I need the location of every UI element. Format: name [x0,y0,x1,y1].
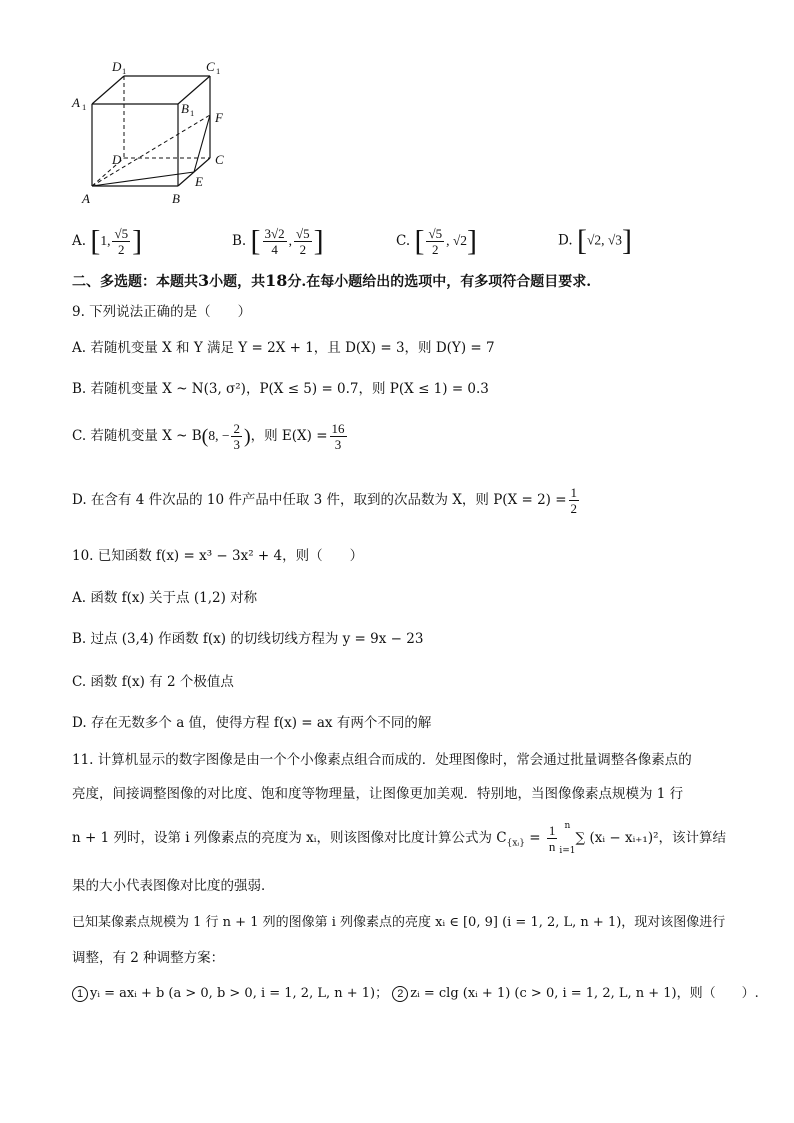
q11-line2: 亮度，间接调整图像的对比度、饱和度等物理量，让图像更加美观．特别地，当图像像素点规模为 1 行 [72,786,684,802]
prev-option-c: C. [ $\frac{√5}{2}$ , √2] [396,224,477,258]
label-C1: C [206,59,215,74]
svg-text:1: 1 [190,108,195,118]
q9-option-a: A. 若随机变量 X 和 Y 满足 Y = 2X + 1，且 D(X) = 3，则 D(Y) = 7 [72,340,495,356]
svg-text:1: 1 [122,66,127,76]
prev-option-b: B. [ $\frac{3√2}{4}$ , $\frac{√5}{2}$ ] [232,224,324,258]
prev-option-d: D. [√2, √3] [558,224,633,257]
svg-text:1: 1 [216,66,221,76]
label-D: D [112,152,122,167]
q9-option-d: D. 在含有 4 件次品的 10 件产品中任取 3 件，取到的次品数为 X，则 P(X = 2) = $\frac{1}{2}$ [72,485,578,516]
prev-option-a: A. [1, $\frac{√5}{2}$ ] [72,224,143,258]
circled-number-2: 2 [392,986,408,1002]
q11-line1: 11. 计算机显示的数字图像是由一个个小像素点组合而成的．处理图像时，常会通过批量调整各像素点的 [72,752,692,768]
label-A: A [82,191,90,206]
q10-option-a: A. 函数 f(x) 关于点 (1,2) 对称 [72,590,258,606]
label-E: E [195,174,203,189]
circled-number-1: 1 [72,986,88,1002]
q10-option-b: B. 过点 (3,4) 作函数 f(x) 的切线切线方程为 y = 9x − 23 [72,631,424,647]
label-C: C [215,152,224,167]
q9-option-c: C. 若随机变量 X ~ B(8, − $\frac{2}{3}$ )，则 E(X) = $\frac{16}{3}$ [72,421,345,452]
q9-stem: 9. 下列说法正确的是（ ） [72,304,252,320]
label-F: F [215,110,223,125]
label-B: B [172,191,180,206]
q10-stem: 10. 已知函数 f(x) = x³ − 3x² + 4，则（ ） [72,548,364,564]
q10-option-c: C. 函数 f(x) 有 2 个极值点 [72,674,234,690]
label-A1: A [72,95,80,110]
label-D1: D [112,59,122,74]
q10-option-d: D. 存在无数多个 a 值，使得方程 f(x) = ax 有两个不同的解 [72,715,432,731]
section-header: 二、多选题：本题共3小题，共18分.在每小题给出的选项中，有多项符合题目要求. [72,271,592,290]
cube-figure [70,55,240,210]
label-B1: B [181,101,189,116]
q11-line4: 果的大小代表图像对比度的强弱． [72,878,275,894]
q11-line6: 调整，有 2 种调整方案： [72,950,225,966]
svg-text:1: 1 [82,102,87,112]
q11-line3: n + 1 列时，设第 i 列像素点的亮度为 xᵢ，则该图像对比度计算公式为 $C_{\{xᵢ\}}$ = $\frac{1}{n}$ n i=1 ∑ (xᵢ − xᵢ₊₁)²，该计算结 [72,821,726,856]
q11-line7: 1 yᵢ = axᵢ + b (a > 0, b > 0, i = 1, 2, L, n + 1)； 2 zᵢ = clg (xᵢ + 1) (c > 0, i = 1, 2, L, n + 1)，则（ ）. [72,984,759,1004]
q11-line5: 已知某像素点规模为 1 行 n + 1 列的图像第 i 列像素点的亮度 xᵢ ∈ [0, 9] (i = 1, 2, L, n + 1)，现对该图像进行 [72,915,726,930]
q9-option-b: B. 若随机变量 X ~ N(3, σ²)，P(X ≤ 5) = 0.7，则 P(X ≤ 1) = 0.3 [72,381,489,397]
